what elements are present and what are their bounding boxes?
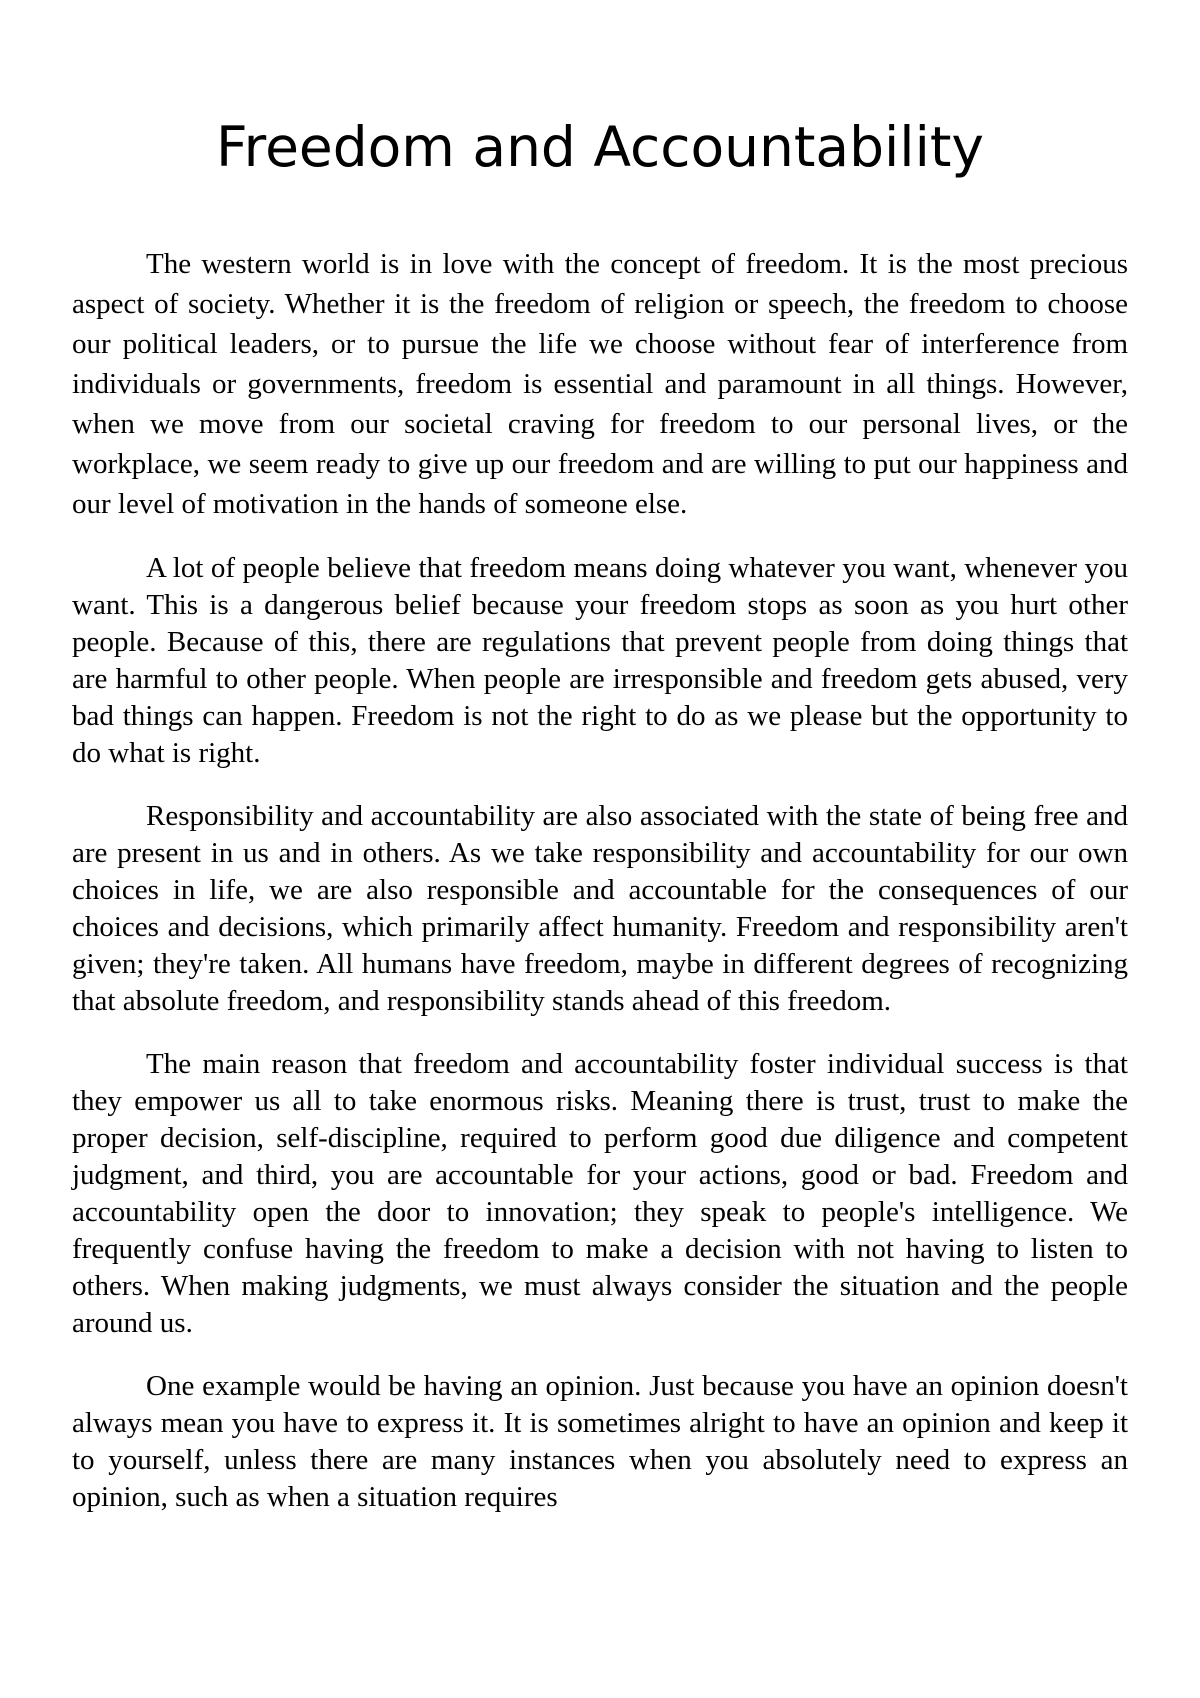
document-title: Freedom and Accountability [216,115,984,179]
paragraph-1: The western world is in love with the concept of freedom. It is the most precious aspect of society. Whether it is the freedom of religion or speech, the freedom to choose our political leaders, or to pursue the life we choose without fear of interference from individuals or governments, freedom is essential and paramount in all things. However, when we move from our societal craving for freedom to our personal lives, or the workplace, we seem ready to give up our freedom and are willing to put our happiness and our level of motivation in the hands of someone else. [72,248,1128,520]
paragraph-5: One example would be having an opinion. Just because you have an opinion doesn't always mean you have to express it. It is sometimes alright to have an opinion and keep it to yourself, unless there are many instances when you absolutely need to express an opinion, such as when a situation requires [72,1370,1128,1513]
paragraph-2: A lot of people believe that freedom means doing whatever you want, whenever you want. This is a dangerous belief because your freedom stops as soon as you hurt other people. Because of this, there are regulations that prevent people from doing things that are harmful to other people. When people are irresponsible and freedom gets abused, very bad things can happen. Freedom is not the right to do as we please but the opportunity to do what is right. [72,552,1128,769]
paragraph-4: The main reason that freedom and accountability foster individual success is that they empower us all to take enormous risks. Meaning there is trust, trust to make the proper decision, self-discipline, required to perform good due diligence and competent judgment, and third, you are accountable for your actions, good or bad. Freedom and accountability open the door to innovation; they speak to people's intelligence. We frequently confuse having the freedom to make a decision with not having to listen to others. When making judgments, we must always consider the situation and the people around us. [72,1048,1128,1339]
document-body [72,244,1128,1542]
paragraph-3: Responsibility and accountability are also associated with the state of being free and are present in us and in others. As we take responsibility and accountability for our own choices in life, we are also responsible and accountable for the consequences of our choices and decisions, which primarily affect humanity. Freedom and responsibility aren't given; they're taken. All humans have freedom, maybe in different degrees of recognizing that absolute freedom, and responsibility stands ahead of this freedom. [72,800,1128,1017]
